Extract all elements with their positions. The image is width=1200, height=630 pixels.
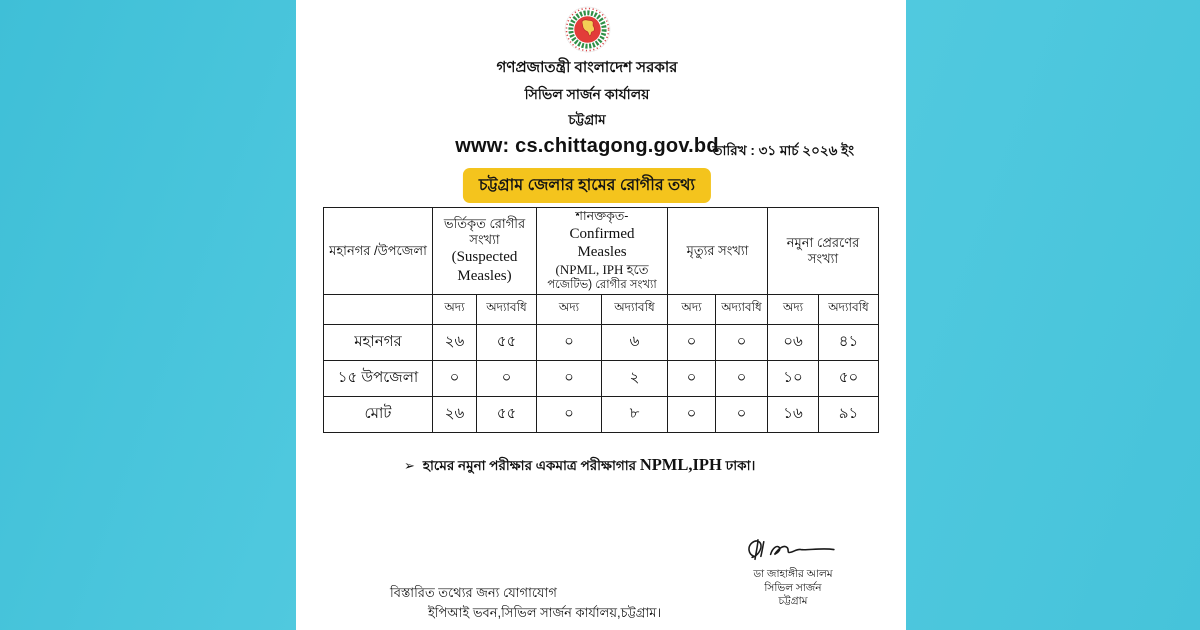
signatory-location: চট্টগ্রাম xyxy=(778,595,808,607)
bangladesh-govt-emblem-icon xyxy=(564,6,611,53)
confirmed-label-en: Confirmed Measles xyxy=(569,225,635,261)
table-header-group-row xyxy=(324,208,879,295)
suspected-label-bn: ভর্তিকৃত রোগীর সংখ্যা xyxy=(443,215,526,248)
table-cell: ০ xyxy=(716,360,768,396)
confirmed-label-extra: পজেটিভ) রোগীর সংখ্যা xyxy=(547,279,657,292)
org-name-line3: চট্টগ্রাম xyxy=(568,112,606,127)
subheader-today: অদ্য xyxy=(768,294,819,324)
col-header-suspected xyxy=(433,208,537,295)
table-cell: ২ xyxy=(602,360,668,396)
measles-report-table xyxy=(323,207,879,433)
table-cell: ০ xyxy=(537,396,602,432)
table-cell: ০ xyxy=(668,324,716,360)
table-cell: ০ xyxy=(537,360,602,396)
table-cell: ০ xyxy=(537,324,602,360)
row-label: ১৫ উপজেলা xyxy=(324,360,433,396)
subheader-today: অদ্য xyxy=(537,294,602,324)
table-row-mahanagar xyxy=(324,324,879,360)
table-cell: ৮ xyxy=(602,396,668,432)
subheader-todate: অদ্যাবধি xyxy=(819,294,879,324)
document-paper xyxy=(296,0,906,630)
confirmed-label-bn: শানক্তকৃত- xyxy=(575,209,629,223)
table-cell: ১৬ xyxy=(768,396,819,432)
table-row-upazila xyxy=(324,360,879,396)
signatory-designation: সিভিল সার্জন xyxy=(764,581,822,594)
col-header-deaths: মৃত্যুর সংখ্যা xyxy=(668,208,768,295)
report-title-banner: চট্টগ্রাম জেলার হামের রোগীর তথ্য xyxy=(463,168,711,203)
subheader-todate: অদ্যাবধি xyxy=(477,294,537,324)
org-name-line2: সিভিল সার্জন কার্যালয় xyxy=(524,86,650,102)
row-label: মহানগর xyxy=(324,324,433,360)
table-row-total xyxy=(324,396,879,432)
table-cell: ৬ xyxy=(602,324,668,360)
row-label: মোট xyxy=(324,396,433,432)
table-cell: ১০ xyxy=(768,360,819,396)
table-cell: ৫৫ xyxy=(477,324,537,360)
arrow-bullet-icon: ➢ xyxy=(404,458,415,473)
note-lab-code: NPML,IPH xyxy=(639,455,722,474)
col-header-area: মহানগর /উপজেলা xyxy=(324,208,433,295)
handwritten-signature-icon xyxy=(744,533,842,570)
table-cell: ০ xyxy=(716,324,768,360)
confirmed-label-lab: (NPML, IPH হতে xyxy=(555,262,649,278)
table-subheader-row xyxy=(324,294,879,324)
note-text-suffix: ঢাকা। xyxy=(721,458,756,473)
org-name-line1: গণপ্রজাতন্ত্রী বাংলাদেশ সরকার xyxy=(496,59,678,76)
suspected-label-en: (Suspected Measles) xyxy=(451,249,518,285)
table-cell: ০ xyxy=(668,360,716,396)
contact-footer xyxy=(390,583,661,623)
contact-line2: ইপিআই ভবন,সিভিল সার্জন কার্যালয়,চট্টগ্রাম। xyxy=(428,605,662,620)
table-cell: ০ xyxy=(668,396,716,432)
table-cell: ২৬ xyxy=(433,324,477,360)
subheader-todate: অদ্যাবধি xyxy=(602,294,668,324)
table-cell: ০৬ xyxy=(768,324,819,360)
col-header-samples: নমুনা প্রেরণের সংখ্যা xyxy=(768,208,879,295)
signature-block xyxy=(728,533,858,609)
table-cell: ৫৫ xyxy=(477,396,537,432)
table-cell: ২৬ xyxy=(433,396,477,432)
subheader-empty-cell xyxy=(324,294,433,324)
contact-line1: বিস্তারিত তথ্যের জন্য যোগাযোগ xyxy=(390,585,557,600)
report-date: তারিখ : ৩১ মার্চ ২০২৬ ইং xyxy=(712,143,854,158)
table-cell: ৪১ xyxy=(819,324,879,360)
table-cell: ৫০ xyxy=(819,360,879,396)
subheader-today: অদ্য xyxy=(668,294,716,324)
website-text: www: cs.chittagong.gov.bd xyxy=(455,135,719,157)
table-cell: ০ xyxy=(477,360,537,396)
subheader-todate: অদ্যাবধি xyxy=(716,294,768,324)
letterhead xyxy=(296,6,878,158)
col-header-confirmed xyxy=(537,208,668,295)
signatory-name: ডা জাহাঙ্গীর আলম xyxy=(753,568,833,580)
subheader-today: অদ্য xyxy=(433,294,477,324)
note-text-prefix: হামের নমুনা পরীক্ষার একমাত্র পরীক্ষাগার xyxy=(422,458,640,473)
table-cell: ০ xyxy=(716,396,768,432)
table-cell: ০ xyxy=(433,360,477,396)
table-cell: ৯১ xyxy=(819,396,879,432)
lab-note xyxy=(404,455,755,478)
